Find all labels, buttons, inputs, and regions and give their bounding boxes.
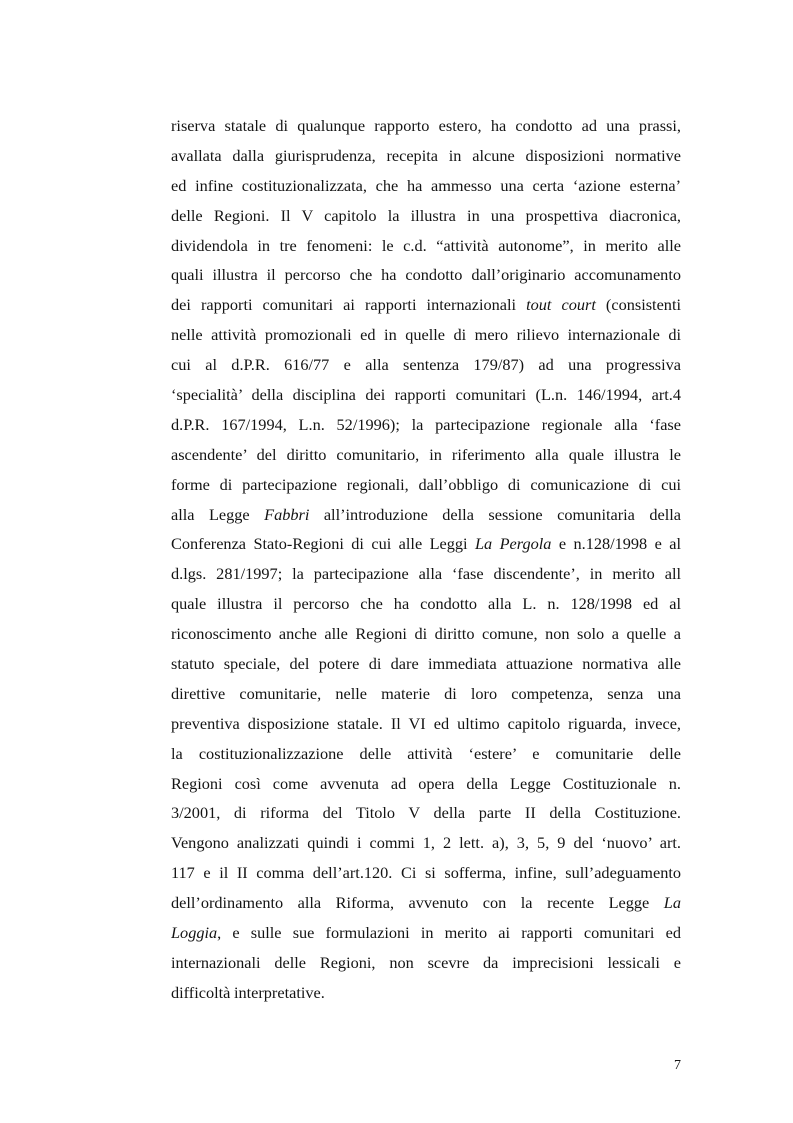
italic-text: tout court <box>526 295 596 315</box>
italic-text: La <box>663 893 681 913</box>
text-line <box>171 320 681 350</box>
text-line <box>171 380 681 410</box>
text-segment: avallata dalla giurisprudenza, recepita in alcune disposizioni normative <box>171 145 681 165</box>
text-segment: d.P.R. 167/1994, L.n. 52/1996); la partecipazione regionale alla ‘fase <box>171 414 681 434</box>
italic-text: Fabbri <box>264 504 310 524</box>
text-segment: nelle attività promozionali ed in quelle di mero rilievo internazionale di <box>171 325 681 345</box>
text-line <box>171 709 681 739</box>
text-segment: quali illustra il percorso che ha condotto dall’originario accomunamento <box>171 265 681 285</box>
text-line <box>171 500 681 530</box>
text-segment: cui al d.P.R. 616/77 e alla sentenza 179/87) ad una progressiva <box>171 355 681 375</box>
text-line <box>171 619 681 649</box>
text-segment: 3/2001, di riforma del Titolo V della parte II della Costituzione. <box>171 803 681 823</box>
text-line <box>171 260 681 290</box>
text-segment: (consistenti <box>595 295 681 315</box>
italic-text: La Pergola <box>474 534 552 554</box>
text-line <box>171 739 681 769</box>
text-line <box>171 410 681 440</box>
text-line <box>171 679 681 709</box>
text-segment: Conferenza Stato-Regioni di cui alle Leggi <box>171 534 475 554</box>
text-segment: e n.128/1998 e al <box>551 534 681 554</box>
text-segment: dell’ordinamento alla Riforma, avvenuto con la recente Legge <box>171 893 664 913</box>
text-line <box>171 769 681 799</box>
text-line <box>171 948 681 978</box>
text-segment: d.lgs. 281/1997; la partecipazione alla ‘fase discendente’, in merito all <box>171 564 681 584</box>
text-line <box>171 440 681 470</box>
text-line <box>171 798 681 828</box>
text-segment: la costituzionalizzazione delle attività ‘estere’ e comunitarie delle <box>171 743 681 763</box>
body-paragraph <box>171 111 681 1008</box>
text-segment: forme di partecipazione regionali, dall’obbligo di comunicazione di cui <box>171 474 681 494</box>
text-line <box>171 828 681 858</box>
text-segment: riserva statale di qualunque rapporto estero, ha condotto ad una prassi, <box>171 116 681 135</box>
text-segment: Regioni così come avvenuta ad opera della Legge Costituzionale n. <box>171 773 681 793</box>
text-segment: delle Regioni. Il V capitolo la illustra in una prospettiva diacronica, <box>171 205 681 225</box>
page-number: 7 <box>674 1058 681 1073</box>
text-segment: dividendola in tre fenomeni: le c.d. “attività autonome”, in merito alle <box>171 235 681 255</box>
text-segment: dei rapporti comunitari ai rapporti internazionali <box>171 295 527 315</box>
text-segment: ‘specialità’ della disciplina dei rapporti comunitari (L.n. 146/1994, art.4 <box>171 385 681 405</box>
text-segment: 117 e il II comma dell’art.120. Ci si sofferma, infine, sull’adeguamento <box>171 863 681 883</box>
text-segment: difficoltà interpretative. <box>171 982 325 1002</box>
text-line <box>171 290 681 320</box>
text-line <box>171 858 681 888</box>
text-segment: riconoscimento anche alle Regioni di diritto comune, non solo a quelle a <box>171 624 681 644</box>
text-segment: , e sulle sue formulazioni in merito ai rapporti comunitari ed <box>217 923 681 943</box>
text-segment: ascendente’ del diritto comunitario, in riferimento alla quale illustra le <box>171 444 681 464</box>
text-line <box>171 888 681 918</box>
text-line <box>171 589 681 619</box>
text-segment: statuto speciale, del potere di dare immediata attuazione normativa alle <box>171 654 681 674</box>
text-line <box>171 141 681 171</box>
text-segment: ed infine costituzionalizzata, che ha ammesso una certa ‘azione esterna’ <box>171 175 681 195</box>
text-line <box>171 918 681 948</box>
text-segment: internazionali delle Regioni, non scevre da imprecisioni lessicali e <box>171 952 681 972</box>
text-line <box>171 111 681 141</box>
italic-text: Loggia <box>171 923 218 943</box>
text-line <box>171 978 681 1008</box>
text-line <box>171 171 681 201</box>
text-line <box>171 529 681 559</box>
text-line <box>171 649 681 679</box>
text-line <box>171 559 681 589</box>
text-segment: quale illustra il percorso che ha condotto alla L. n. 128/1998 ed al <box>171 594 681 614</box>
text-line <box>171 350 681 380</box>
text-segment: Vengono analizzati quindi i commi 1, 2 lett. a), 3, 5, 9 del ‘nuovo’ art. <box>171 833 681 853</box>
text-segment: all’introduzione della sessione comunitaria della <box>309 504 681 524</box>
text-line <box>171 470 681 500</box>
text-segment: preventiva disposizione statale. Il VI ed ultimo capitolo riguarda, invece, <box>171 713 681 733</box>
text-segment: alla Legge <box>171 504 265 524</box>
text-line <box>171 231 681 261</box>
text-segment: direttive comunitarie, nelle materie di loro competenza, senza una <box>171 683 681 703</box>
text-line <box>171 201 681 231</box>
